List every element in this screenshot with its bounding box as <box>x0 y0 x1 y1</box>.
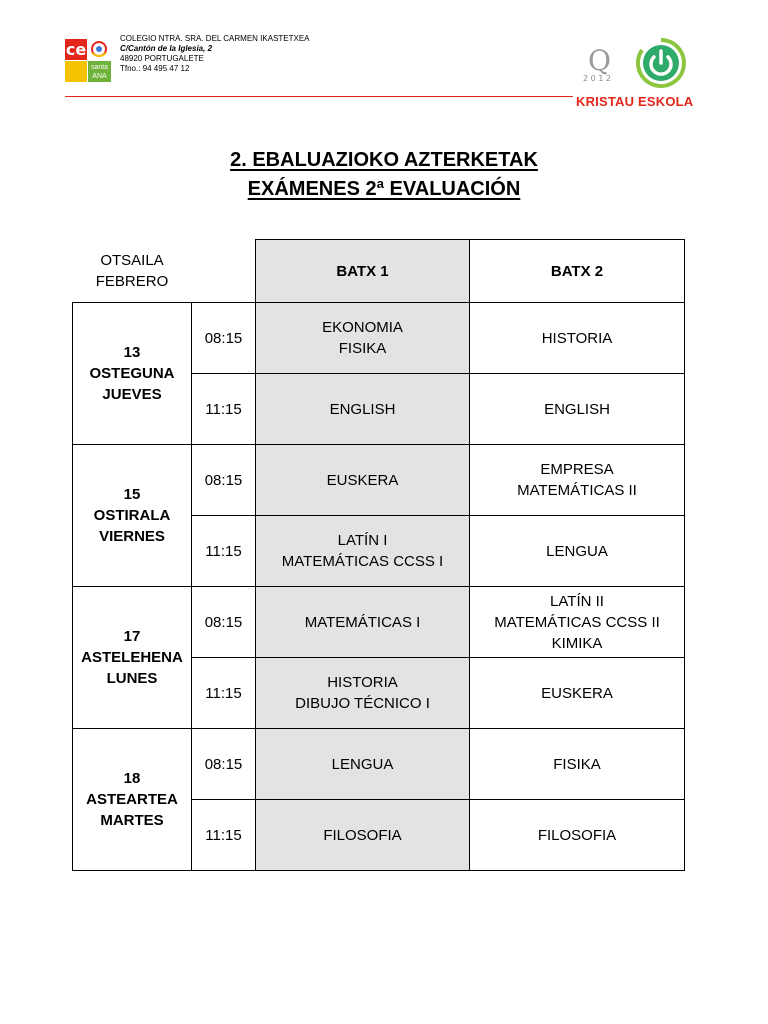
time-cell: 08:15 <box>192 587 256 658</box>
day-label-line: ASTELEHENA <box>81 649 183 666</box>
header-divider <box>65 96 573 97</box>
table-row <box>73 445 685 516</box>
batx1-subject-cell <box>256 729 470 800</box>
subject-line: ENGLISH <box>329 400 396 418</box>
month-spanish: FEBRERO <box>95 272 169 290</box>
subject-line: LENGUA <box>331 755 394 773</box>
title-spanish: EXÁMENES 2ª EVALUACIÓN <box>247 178 521 200</box>
subject-line: ENGLISH <box>544 400 610 418</box>
subject-line: EUSKERA <box>541 684 613 702</box>
day-label-line: VIERNES <box>99 528 165 545</box>
q-logo-year: 2 0 1 2 <box>583 74 611 83</box>
time-cell: 11:15 <box>192 374 256 445</box>
subject-line: EKONOMIA <box>322 319 403 336</box>
batx2-subject-cell <box>470 303 685 374</box>
school-address: C/Cantón de la Iglesia, 2 <box>120 44 213 53</box>
kristau-eskola-brand: KRISTAU ESKOLA <box>576 94 694 109</box>
subject-line: EUSKERA <box>326 471 399 489</box>
time-cell: 11:15 <box>192 658 256 729</box>
subject-line: LATÍN I <box>337 532 388 549</box>
svg-text:Q: Q <box>588 44 611 77</box>
subject-line: FILOSOFIA <box>323 826 402 844</box>
quality-q-logo <box>572 42 622 86</box>
month-cell <box>73 240 192 303</box>
subject-line: DIBUJO TÉCNICO I <box>295 695 430 712</box>
title-basque: 2. EBALUAZIOKO AZTERKETAK <box>230 149 538 171</box>
subject-line: MATEMÁTICAS CCSS I <box>281 553 444 570</box>
time-cell: 11:15 <box>192 800 256 871</box>
time-cell: 08:15 <box>192 445 256 516</box>
batx2-subject-cell <box>470 374 685 445</box>
day-cell <box>73 303 192 445</box>
batx2-subject-cell <box>470 587 685 658</box>
subject-line: EMPRESA <box>540 461 614 478</box>
batx1-subject-cell <box>256 516 470 587</box>
subject-line: FISIKA <box>338 340 387 357</box>
batx2-subject-cell <box>470 445 685 516</box>
kristau-eskola-power-icon <box>636 38 686 88</box>
time-cell: 11:15 <box>192 516 256 587</box>
batx1-subject-cell <box>256 800 470 871</box>
day-cell <box>73 445 192 587</box>
day-label-line: LUNES <box>106 670 158 687</box>
batx2-subject-cell <box>470 800 685 871</box>
logo-santa-ana-text: santa ANA <box>88 61 111 82</box>
school-info <box>120 34 310 74</box>
school-postal: 48920 PORTUGALETE <box>120 54 204 63</box>
batx2-subject-cell <box>470 729 685 800</box>
batx1-subject-cell <box>256 658 470 729</box>
day-cell <box>73 587 192 729</box>
day-label-line: 15 <box>123 486 141 503</box>
letterhead <box>0 0 768 120</box>
table-row <box>73 729 685 800</box>
logo-ce-text: ce <box>65 40 87 59</box>
batx1-subject-cell <box>256 445 470 516</box>
subject-line: FISIKA <box>553 755 601 773</box>
day-label-line: 18 <box>123 770 141 787</box>
subject-line: FILOSOFIA <box>537 826 617 844</box>
column-header-batx1: BATX 1 <box>256 240 470 303</box>
batx2-subject-cell <box>470 658 685 729</box>
month-basque: OTSAILA <box>100 251 164 269</box>
time-cell: 08:15 <box>192 303 256 374</box>
day-label-line: ASTEARTEA <box>86 791 178 808</box>
day-cell <box>73 729 192 871</box>
subject-line: MATEMÁTICAS CCSS II <box>494 613 660 631</box>
batx1-subject-cell <box>256 374 470 445</box>
day-label-line: 13 <box>123 344 141 361</box>
column-header-batx2: BATX 2 <box>470 240 685 303</box>
logo-emblem <box>88 39 111 60</box>
batx1-subject-cell <box>256 303 470 374</box>
subject-line: LENGUA <box>546 542 608 560</box>
school-name: COLEGIO NTRA. SRA. DEL CARMEN IKASTETXEA <box>120 34 310 43</box>
subject-line: MATEMÁTICAS II <box>517 482 637 499</box>
school-phone: Tfno.: 94 495 47 12 <box>120 64 190 73</box>
batx2-subject-cell <box>470 516 685 587</box>
blank-cell <box>192 240 256 303</box>
day-label-line: OSTIRALA <box>93 507 171 524</box>
header-row <box>73 240 685 303</box>
subject-line: LATÍN II <box>550 592 604 610</box>
time-cell: 08:15 <box>192 729 256 800</box>
table-row <box>73 587 685 658</box>
subject-line: MATEMÁTICAS I <box>304 613 421 631</box>
day-label-line: JUEVES <box>102 386 162 403</box>
batx1-subject-cell <box>256 587 470 658</box>
day-label-line: MARTES <box>100 812 164 829</box>
subject-line: HISTORIA <box>327 674 398 691</box>
day-label-line: 17 <box>123 628 141 645</box>
logo-yellow-block <box>65 61 87 82</box>
school-logo <box>65 39 111 82</box>
exam-schedule-table <box>72 239 685 871</box>
day-label-line: OSTEGUNA <box>89 365 175 382</box>
table-row <box>73 303 685 374</box>
subject-line: HISTORIA <box>541 329 613 347</box>
document-title <box>0 146 768 204</box>
subject-line: KIMIKA <box>551 634 603 652</box>
